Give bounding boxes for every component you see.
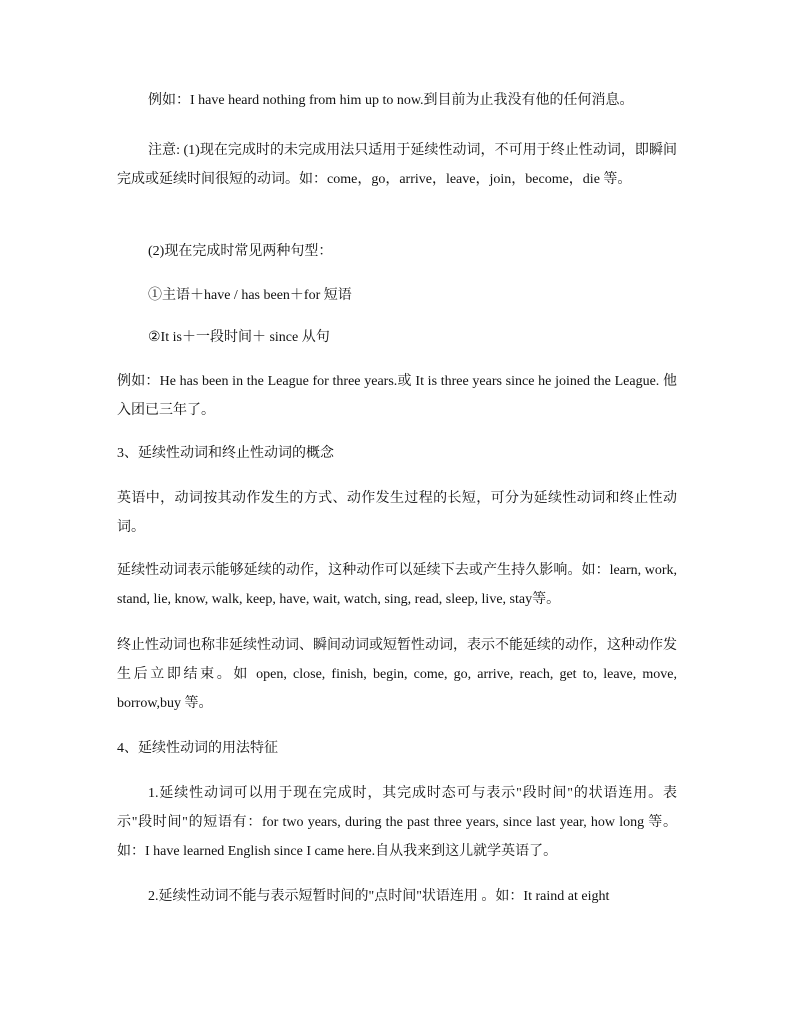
section-4-heading: 4、延续性动词的用法特征 — [117, 741, 278, 756]
two-sentence-patterns: (2)现在完成时常见两种句型： — [148, 244, 333, 259]
example-heard-nothing: 例如：I have heard nothing from him up to now.到目前为止我没有他的任何消息。 — [148, 93, 634, 108]
pattern-two: ②It is＋一段时间＋ since 从句 — [148, 330, 330, 345]
terminative-verbs-definition: 终止性动词也称非延续性动词、瞬间动词或短暂性动词，表示不能延续的动作，这种动作发生后立即结束。如 open, close, finish, begin, come, go, arrive, reach, get to, leave, move, borrow,buy 等。 — [117, 638, 677, 711]
pattern-one: ①主语＋have / has been＋for 短语 — [148, 288, 352, 303]
usage-rule-two: 2.延续性动词不能与表示短暂时间的"点时间"状语连用 。如：It raind at eight — [148, 889, 610, 904]
section-3-heading: 3、延续性动词和终止性动词的概念 — [117, 446, 334, 461]
durative-verbs-definition: 延续性动词表示能够延续的动作，这种动作可以延续下去或产生持久影响。如：learn, work, stand, lie, know, walk, keep, have, wait, watch, sing, read, sleep, live, stay等。 — [117, 563, 677, 607]
usage-rule-one: 1.延续性动词可以用于现在完成时，其完成时态可与表示"段时间"的状语连用。表示"段时间"的短语有：for two years, during the past three years, since last year, how long 等。如：I have learned English since I came here.自从我来到这儿就学英语了。 — [117, 786, 677, 859]
verb-classification: 英语中，动词按其动作发生的方式、动作发生过程的长短，可分为延续性动词和终止性动词。 — [117, 491, 677, 535]
example-league: 例如：He has been in the League for three years.或 It is three years since he joined the League. 他入团已三年了。 — [117, 374, 677, 418]
note-unfinished-usage: 注意: (1)现在完成时的未完成用法只适用于延续性动词，不可用于终止性动词，即瞬间完成或延续时间很短的动词。如：come，go，arrive，leave，join，become，die 等。 — [117, 143, 677, 187]
